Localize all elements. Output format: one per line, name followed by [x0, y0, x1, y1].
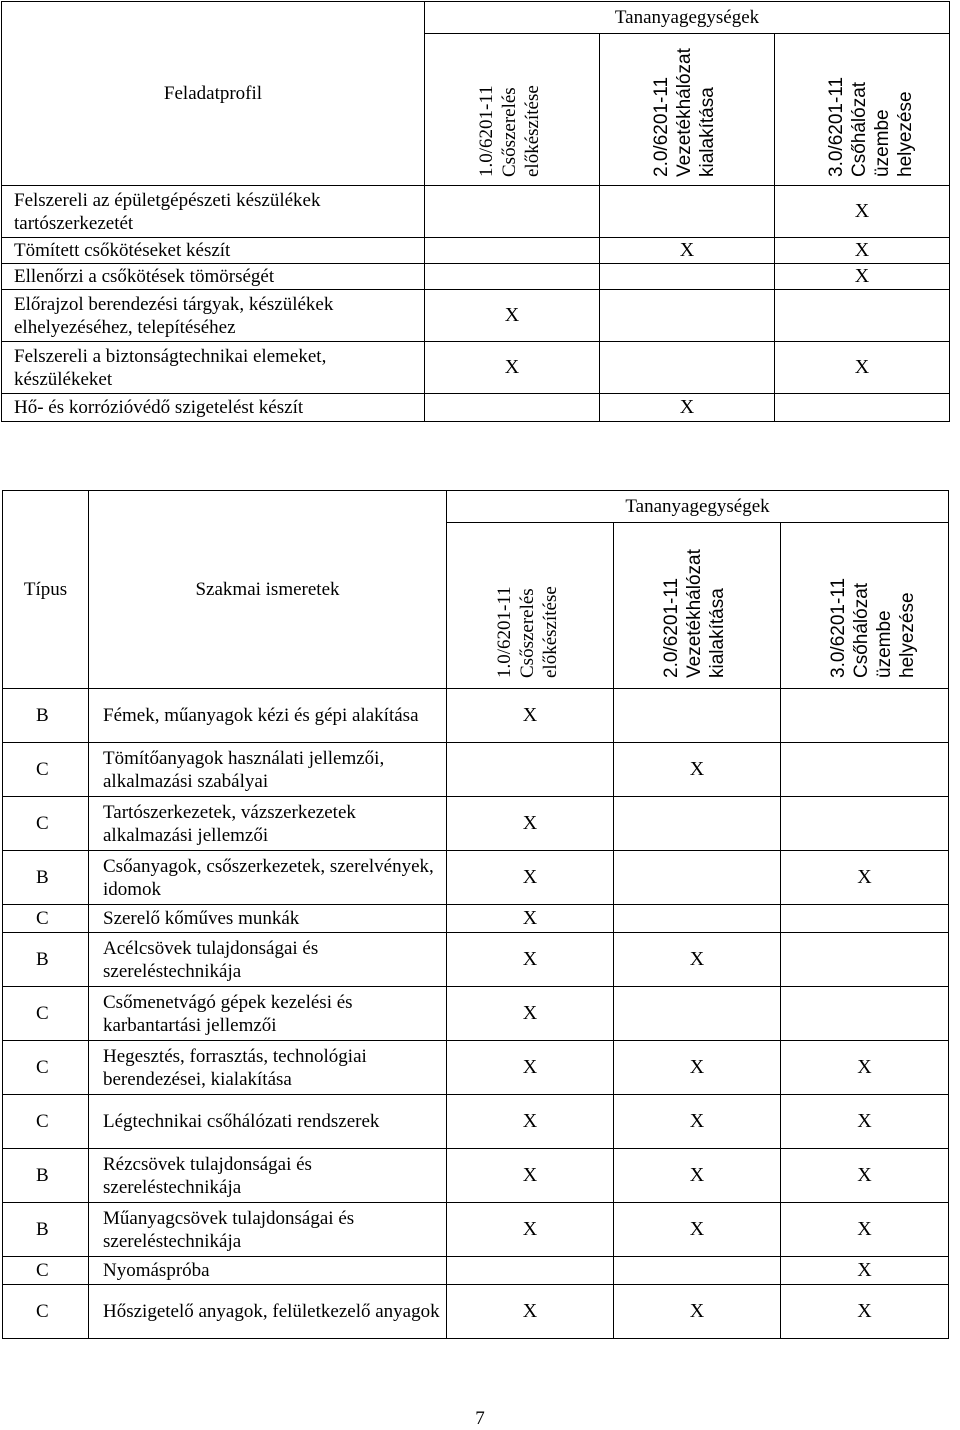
mark-cell-unit-1: X — [447, 905, 614, 933]
unit-label-3: 3.0/6201-11 Csőhálózat üzembe helyezése — [825, 76, 916, 177]
task-row — [2, 342, 950, 394]
unit-label-1: 1.0/6201-11 Csőszerelés előkészítése — [475, 84, 543, 177]
unit-header-3 — [781, 523, 949, 689]
mark-cell-unit-2 — [614, 987, 781, 1041]
task-text: Felszereli az épületgépészeti készülékek tartószerkezetét — [2, 186, 425, 238]
mark-cell-unit-2: X — [614, 1095, 781, 1149]
knowledge-row — [3, 1257, 949, 1285]
type-code: C — [3, 1041, 89, 1095]
mark-cell-unit-3: X — [781, 1095, 949, 1149]
mark-cell-unit-2 — [600, 264, 775, 290]
unit-label-3: 3.0/6201-11 Csőhálózat üzembe helyezése — [828, 577, 918, 678]
mark-cell-unit-3: X — [781, 1285, 949, 1339]
header-units: Tananyagegységek — [425, 2, 950, 34]
mark-cell-unit-2: X — [600, 238, 775, 264]
knowledge-text: Csőmenetvágó gépek kezelési és karbantartási jellemzői — [89, 987, 447, 1041]
task-text: Ellenőrzi a csőkötések tömörségét — [2, 264, 425, 290]
mark-cell-unit-3: X — [781, 1149, 949, 1203]
type-code: C — [3, 1285, 89, 1339]
type-code: B — [3, 1203, 89, 1257]
type-code: B — [3, 1149, 89, 1203]
unit-header-1 — [447, 523, 614, 689]
type-code: C — [3, 905, 89, 933]
mark-cell-unit-2 — [614, 797, 781, 851]
knowledge-text: Szerelő kőműves munkák — [89, 905, 447, 933]
knowledge-row — [3, 1285, 949, 1339]
mark-cell-unit-1: X — [425, 290, 600, 342]
knowledge-text: Tartószerkezetek, vázszerkezetek alkalmazási jellemzői — [89, 797, 447, 851]
mark-cell-unit-1: X — [447, 1095, 614, 1149]
mark-cell-unit-2: X — [614, 1149, 781, 1203]
mark-cell-unit-2: X — [600, 394, 775, 422]
knowledge-row — [3, 851, 949, 905]
type-code: B — [3, 851, 89, 905]
mark-cell-unit-3 — [781, 797, 949, 851]
task-text: Előrajzol berendezési tárgyak, készülékek elhelyezéséhez, telepítéséhez — [2, 290, 425, 342]
mark-cell-unit-3 — [781, 987, 949, 1041]
mark-cell-unit-2 — [600, 342, 775, 394]
task-row — [2, 394, 950, 422]
mark-cell-unit-1 — [425, 394, 600, 422]
task-row — [2, 238, 950, 264]
task-profile-table — [1, 1, 950, 422]
type-code: C — [3, 1095, 89, 1149]
mark-cell-unit-1: X — [447, 1203, 614, 1257]
mark-cell-unit-1: X — [447, 1149, 614, 1203]
knowledge-text: Csőanyagok, csőszerkezetek, szerelvények, idomok — [89, 851, 447, 905]
mark-cell-unit-2: X — [614, 933, 781, 987]
unit-header-2 — [600, 34, 775, 186]
mark-cell-unit-3: X — [781, 1257, 949, 1285]
knowledge-text: Hőszigetelő anyagok, felületkezelő anyagok — [89, 1285, 447, 1339]
knowledge-row — [3, 689, 949, 743]
unit-label-1: 1.0/6201-11 Csőszerelés előkészítése — [493, 585, 561, 678]
mark-cell-unit-1: X — [447, 933, 614, 987]
mark-cell-unit-1: X — [447, 851, 614, 905]
mark-cell-unit-3 — [781, 933, 949, 987]
knowledge-text: Hegesztés, forrasztás, technológiai berendezései, kialakítása — [89, 1041, 447, 1095]
mark-cell-unit-3 — [775, 394, 950, 422]
mark-cell-unit-3: X — [781, 1203, 949, 1257]
unit-header-1 — [425, 34, 600, 186]
mark-cell-unit-1: X — [447, 797, 614, 851]
header-type: Típus — [3, 491, 89, 689]
mark-cell-unit-1 — [447, 743, 614, 797]
mark-cell-unit-2 — [614, 1257, 781, 1285]
mark-cell-unit-3: X — [781, 1041, 949, 1095]
knowledge-row — [3, 1149, 949, 1203]
unit-header-3 — [775, 34, 950, 186]
task-text: Hő- és korrózióvédő szigetelést készít — [2, 394, 425, 422]
mark-cell-unit-3 — [781, 743, 949, 797]
page-number: 7 — [475, 1408, 485, 1429]
header-knowledge: Szakmai ismeretek — [89, 491, 447, 689]
knowledge-text: Műanyagcsövek tulajdonságai és szereléstechnikája — [89, 1203, 447, 1257]
unit-label-2: 2.0/6201-11 Vezetékhálózat kialakítása — [650, 47, 718, 177]
mark-cell-unit-2: X — [614, 1041, 781, 1095]
knowledge-row — [3, 1203, 949, 1257]
mark-cell-unit-1: X — [447, 689, 614, 743]
type-code: B — [3, 689, 89, 743]
knowledge-row — [3, 1041, 949, 1095]
task-row — [2, 264, 950, 290]
knowledge-text: Légtechnikai csőhálózati rendszerek — [89, 1095, 447, 1149]
type-code: B — [3, 933, 89, 987]
mark-cell-unit-2 — [600, 186, 775, 238]
knowledge-table — [2, 490, 949, 1339]
knowledge-row — [3, 797, 949, 851]
type-code: C — [3, 743, 89, 797]
mark-cell-unit-1 — [425, 186, 600, 238]
type-code: C — [3, 797, 89, 851]
mark-cell-unit-3: X — [781, 851, 949, 905]
mark-cell-unit-2 — [600, 290, 775, 342]
mark-cell-unit-1: X — [447, 1041, 614, 1095]
task-row — [2, 186, 950, 238]
task-text: Felszereli a biztonságtechnikai elemeket, készülékeket — [2, 342, 425, 394]
knowledge-text: Fémek, műanyagok kézi és gépi alakítása — [89, 689, 447, 743]
mark-cell-unit-3 — [781, 905, 949, 933]
knowledge-row — [3, 905, 949, 933]
task-text: Tömített csőkötéseket készít — [2, 238, 425, 264]
mark-cell-unit-1 — [425, 264, 600, 290]
unit-header-2 — [614, 523, 781, 689]
type-code: C — [3, 1257, 89, 1285]
mark-cell-unit-2: X — [614, 1203, 781, 1257]
knowledge-row — [3, 933, 949, 987]
mark-cell-unit-2 — [614, 689, 781, 743]
type-code: C — [3, 987, 89, 1041]
header-units: Tananyagegységek — [447, 491, 949, 523]
knowledge-text: Tömítőanyagok használati jellemzői, alkalmazási szabályai — [89, 743, 447, 797]
mark-cell-unit-2 — [614, 851, 781, 905]
mark-cell-unit-3 — [781, 689, 949, 743]
mark-cell-unit-3: X — [775, 238, 950, 264]
mark-cell-unit-3: X — [775, 186, 950, 238]
unit-label-2: 2.0/6201-11 Vezetékhálózat kialakítása — [660, 548, 728, 678]
task-row — [2, 290, 950, 342]
knowledge-text: Rézcsövek tulajdonságai és szereléstechnikája — [89, 1149, 447, 1203]
mark-cell-unit-3: X — [775, 342, 950, 394]
mark-cell-unit-3 — [775, 290, 950, 342]
mark-cell-unit-1 — [425, 238, 600, 264]
mark-cell-unit-1: X — [447, 1285, 614, 1339]
mark-cell-unit-1: X — [447, 987, 614, 1041]
mark-cell-unit-1: X — [425, 342, 600, 394]
knowledge-row — [3, 987, 949, 1041]
mark-cell-unit-2: X — [614, 743, 781, 797]
header-profile: Feladatprofil — [2, 2, 425, 186]
knowledge-text: Nyomáspróba — [89, 1257, 447, 1285]
mark-cell-unit-2: X — [614, 1285, 781, 1339]
knowledge-row — [3, 743, 949, 797]
mark-cell-unit-1 — [447, 1257, 614, 1285]
mark-cell-unit-2 — [614, 905, 781, 933]
knowledge-row — [3, 1095, 949, 1149]
knowledge-text: Acélcsövek tulajdonságai és szereléstechnikája — [89, 933, 447, 987]
mark-cell-unit-3: X — [775, 264, 950, 290]
